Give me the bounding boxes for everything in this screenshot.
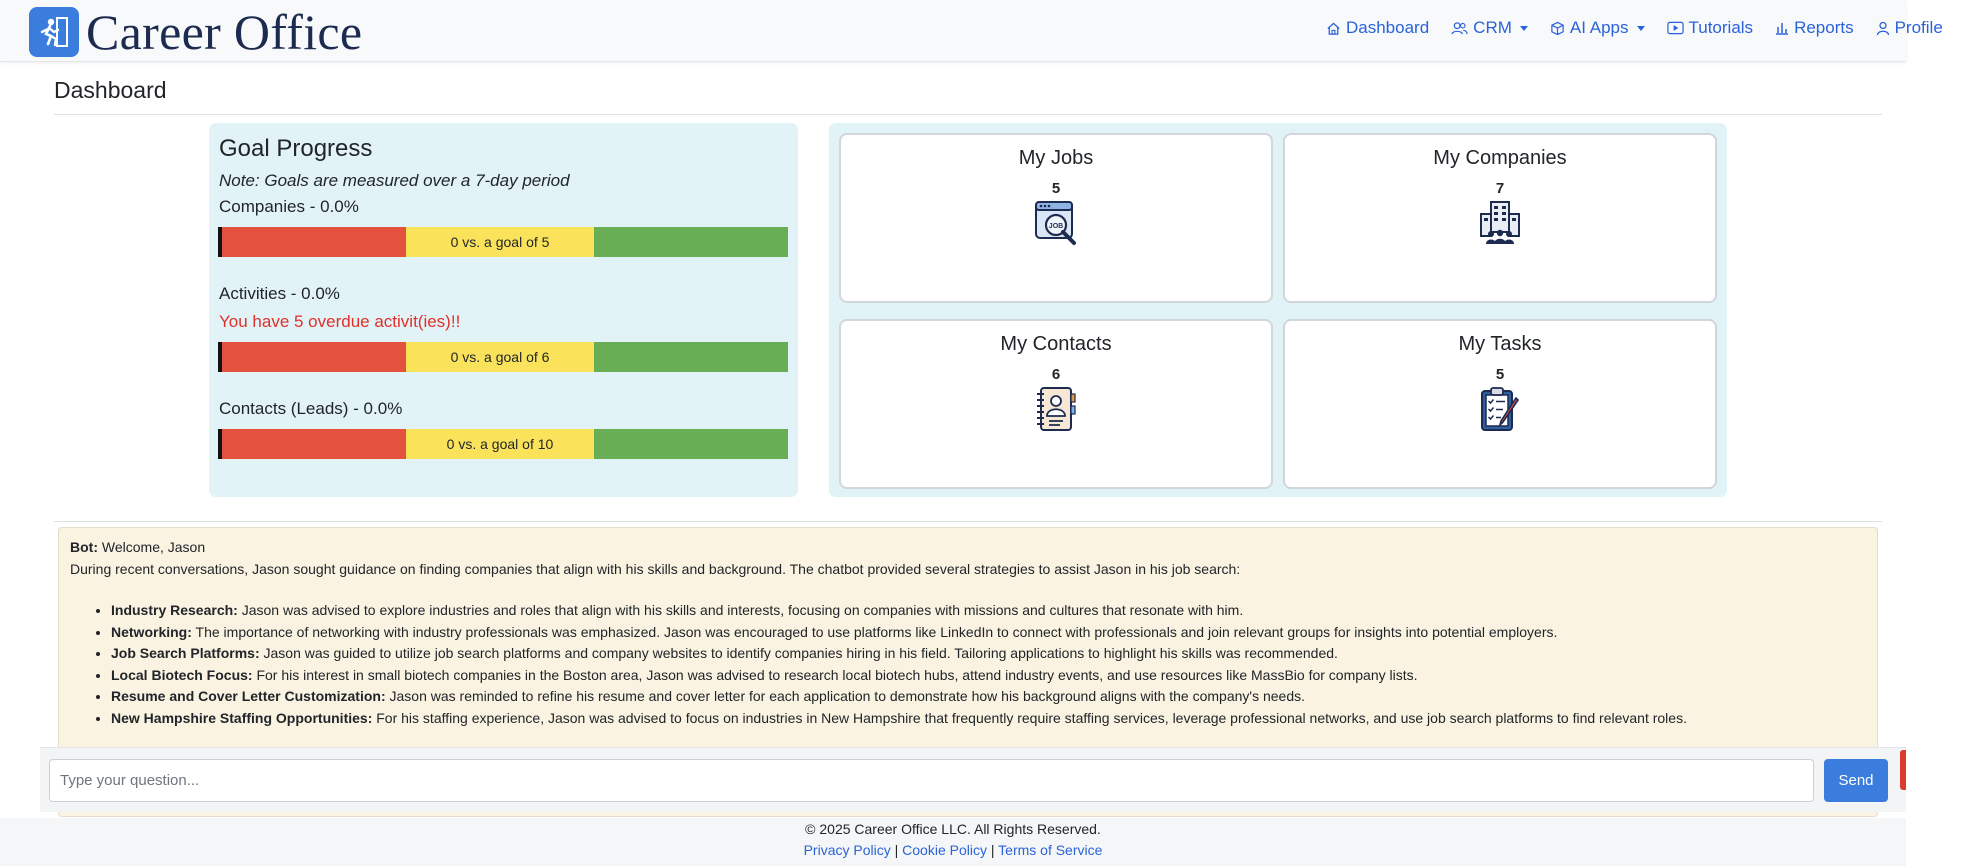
my-companies-tile[interactable] — [1283, 133, 1717, 303]
nav-dashboard[interactable] — [1326, 18, 1429, 38]
nav-ai-apps[interactable] — [1550, 18, 1645, 38]
my-companies-title: My Companies — [1433, 147, 1567, 169]
bar-chart-icon — [1775, 21, 1789, 35]
cookie-policy-link[interactable]: Cookie Policy — [902, 842, 987, 858]
side-tab-handle[interactable] — [1900, 750, 1906, 790]
top-navbar — [0, 0, 1943, 62]
goal-progress-title: Goal Progress — [219, 135, 373, 162]
home-icon — [1326, 21, 1341, 36]
job-search-icon — [841, 200, 1271, 246]
nav-profile[interactable] — [1876, 18, 1943, 38]
list-item: • New Hampshire Staffing Opportunities: For his staffing experience, Jason was advised to focus on industries in New Hampshire that frequently require staffing services, leverage professional networks, and use job search platforms to find relevant roles. — [111, 708, 1687, 730]
my-tasks-title: My Tasks — [1458, 333, 1542, 355]
office-building-icon — [1285, 200, 1715, 246]
summary-tiles-panel — [829, 123, 1727, 497]
nav-reports[interactable] — [1775, 18, 1854, 38]
brand-link[interactable] — [29, 4, 363, 60]
nav-reports-label: Reports — [1794, 18, 1854, 37]
footer — [0, 818, 1906, 866]
address-book-icon — [841, 386, 1271, 432]
footer-separator: | — [990, 842, 995, 858]
svg-text:JOB: JOB — [1048, 223, 1064, 230]
chat-question-input[interactable] — [49, 759, 1814, 802]
companies-progress-bar — [218, 227, 788, 257]
footer-links — [0, 842, 1906, 858]
overdue-warning: You have 5 overdue activit(ies)!! — [219, 312, 461, 331]
activities-progress-bar — [218, 342, 788, 372]
list-item: • Networking: The importance of networking with industry professionals was emphasized. Jason was encouraged to use platforms like LinkedIn to connect with professionals and join relevant groups for insights into potential employers. — [111, 622, 1687, 644]
page-title: Dashboard — [54, 77, 167, 103]
chat-input-bar — [40, 747, 1906, 812]
cube-icon — [1550, 21, 1565, 36]
nav-profile-label: Profile — [1894, 18, 1943, 37]
contacts-goal-label: Contacts (Leads) - 0.0% — [219, 399, 403, 418]
bot-label: Bot: — [70, 539, 98, 555]
bot-welcome-message — [70, 539, 205, 555]
brand-name: Career Office — [86, 4, 363, 60]
terms-of-service-link[interactable]: Terms of Service — [998, 842, 1103, 858]
nav-ai-apps-label: AI Apps — [1569, 18, 1629, 37]
my-contacts-count: 6 — [1051, 366, 1061, 383]
my-jobs-tile[interactable] — [839, 133, 1273, 303]
my-contacts-tile[interactable] — [839, 319, 1273, 489]
nav-tutorials-label: Tutorials — [1688, 18, 1754, 37]
companies-progress-text: 0 vs. a goal of 5 — [406, 227, 594, 257]
list-item: • Resume and Cover Letter Customization: Jason was reminded to refine his resume and cover letter for each application to demonstrate how his background aligns with the company's needs. — [111, 686, 1687, 708]
person-icon — [1876, 21, 1890, 36]
bot-summary-message: During recent conversations, Jason sought guidance on finding companies that align with his skills and background. The chatbot provided several strategies to assist Jason in his job search: — [70, 561, 1241, 577]
goal-note: Note: Goals are measured over a 7-day period — [219, 171, 570, 190]
my-tasks-tile[interactable] — [1283, 319, 1717, 489]
title-divider — [54, 114, 1882, 115]
nav-crm[interactable] — [1451, 18, 1528, 38]
people-icon — [1451, 21, 1468, 36]
activities-goal-label: Activities - 0.0% — [219, 284, 340, 303]
list-item: • Job Search Platforms: Jason was guided to utilize job search platforms and company websites to identify companies hiring in his field. Tailoring applications to highlight his skills was recommended. — [111, 643, 1687, 665]
play-icon — [1667, 21, 1684, 35]
footer-separator: | — [894, 842, 899, 858]
list-item: • Local Biotech Focus: For his interest in small biotech companies in the Boston area, Jason was advised to research local biotech hubs, attend industry events, and use resources like MassBio for company lists. — [111, 665, 1687, 687]
copyright-text: © 2025 Career Office LLC. All Rights Reserved. — [805, 821, 1101, 837]
contacts-progress-text: 0 vs. a goal of 10 — [406, 429, 594, 459]
privacy-policy-link[interactable]: Privacy Policy — [803, 842, 891, 858]
goal-progress-panel — [209, 123, 798, 497]
my-jobs-count: 5 — [1051, 180, 1061, 197]
contacts-progress-bar — [218, 429, 788, 459]
nav-tutorials[interactable] — [1667, 18, 1754, 38]
nav-dashboard-label: Dashboard — [1346, 18, 1430, 37]
chat-divider — [54, 521, 1882, 522]
my-companies-count: 7 — [1495, 180, 1505, 197]
advice-list — [111, 600, 1687, 730]
send-button[interactable]: Send — [1824, 759, 1888, 802]
companies-goal-label: Companies - 0.0% — [219, 197, 359, 216]
welcome-text: Welcome, Jason — [98, 539, 206, 555]
my-jobs-title: My Jobs — [1018, 147, 1094, 169]
my-tasks-count: 5 — [1495, 366, 1505, 383]
clipboard-checklist-icon — [1285, 386, 1715, 432]
activities-progress-text: 0 vs. a goal of 6 — [406, 342, 594, 372]
nav-crm-label: CRM — [1473, 18, 1512, 37]
runner-icon — [29, 7, 79, 57]
chevron-down-icon — [1520, 26, 1528, 31]
chevron-down-icon — [1637, 26, 1645, 31]
main-nav — [1326, 18, 1965, 38]
my-contacts-title: My Contacts — [1000, 333, 1112, 355]
list-item: • Industry Research: Jason was advised to explore industries and roles that align with his skills and interests, focusing on companies with missions and cultures that resonate with him. — [111, 600, 1687, 622]
